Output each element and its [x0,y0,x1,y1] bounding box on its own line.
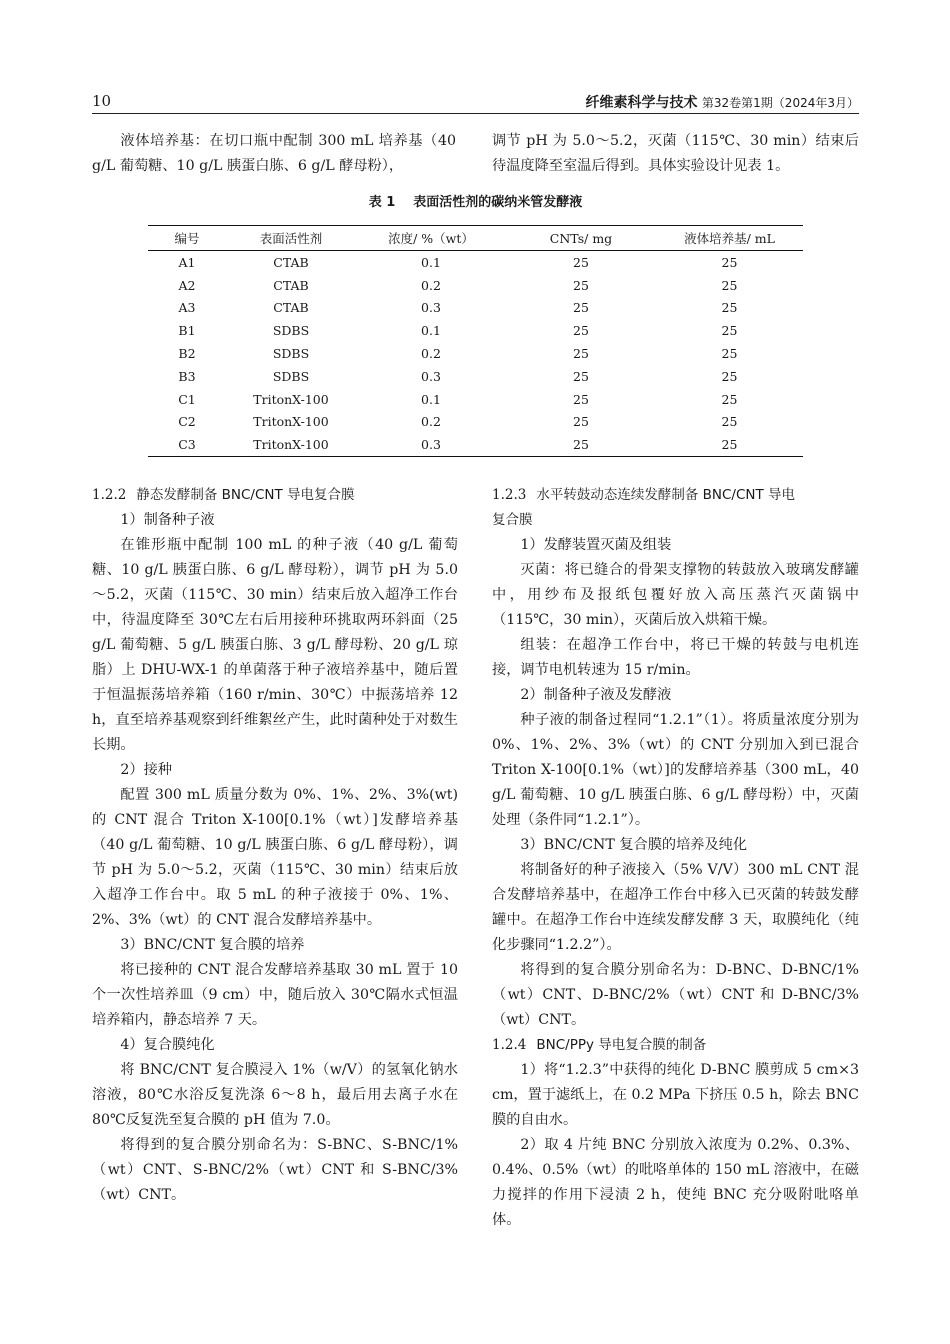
table-cell: C2 [178,414,196,430]
table-cell: 25 [656,433,803,456]
table-cell: 0.3 [421,368,441,384]
right-column [492,483,859,1233]
table-cell: 25 [721,414,738,430]
table-cell: A3 [178,300,196,316]
subheading: 4）复合膜纯化 [120,1037,215,1053]
subheading: 1）发酵装置灭菌及组装 [520,537,672,553]
table-cell: B3 [178,368,196,384]
section-heading [492,483,859,508]
journal-citation [585,92,859,112]
table-cell: B1 [178,323,196,339]
table-row [148,297,803,320]
table-row [148,274,803,297]
paragraph: 组装：在超净工作台中，将已干燥的转鼓与电机连接，调节电机转速为 15 r/min。 [492,637,859,678]
top-right-column [492,129,859,179]
paragraph: 将制备好的种子液接入（5% V/V）300 mL CNT 混合发酵培养基中，在超净工作台中移入已灭菌的转鼓发酵罐中。在超净工作台中连续发酵发酵 3 天，取膜纯化（纯化步骤同“1.2.2”）。 [492,862,859,953]
table-cell: 25 [573,368,589,384]
table-cell: 0.1 [421,254,441,270]
paragraph: 灭菌：将已缝合的骨架支撑物的转鼓放入玻璃发酵罐中，用纱布及报纸包覆好放入高压蒸汽灭菌锅中（115℃，30 min），灭菌后放入烘箱干燥。 [492,562,859,628]
page-number: 10 [92,92,112,110]
data-table [148,225,803,457]
table-cell: 25 [573,277,589,293]
section-number: 1.2.2 [92,487,127,503]
subheading: 3）BNC/CNT 复合膜的培养及纯化 [520,837,748,853]
paragraph: 配置 300 mL 质量分数为 0%、1%、2%、3%(wt) 的 CNT 混合 Triton X-100[0.1%（wt）]发酵培养基（40 g/L 葡萄糖、10 g/L 胰蛋白胨、6 g/L 酵母粉），调节 pH 为 5.0～5.2，灭菌（115℃、30 min）结束后放入超净工作台中。取 5 mL 的种子液接于 0%、1%、2%、3%（wt）的 CNT 混合发酵培养基中。 [92,787,458,928]
subheading: 3）BNC/CNT 复合膜的培养 [120,937,305,953]
table-caption [92,191,859,210]
table-cell: 25 [721,346,738,362]
table-cell: C1 [178,391,196,407]
table-cell: 25 [721,277,738,293]
section-number: 1.2.4 [492,1037,527,1053]
table-cell: 25 [721,368,738,384]
subheading: 2）接种 [120,762,172,778]
table-row [148,319,803,342]
header-rule [92,113,859,114]
subheading: 1）制备种子液 [120,512,215,528]
table-cell: 0.1 [421,391,441,407]
paragraph: 调节 pH 为 5.0～5.2，灭菌（115℃、30 min）结束后待温度降至室温后得到。具体实验设计见表 1。 [492,133,859,174]
table-row [148,388,803,411]
journal-name: 纤维素科学与技术 [585,95,698,111]
table-cell: 25 [721,300,738,316]
table-row [148,411,803,434]
table-row [148,433,803,456]
table-cell: TritonX-100 [253,391,329,407]
table-cell: 25 [506,433,656,456]
section-heading [92,483,458,508]
top-left-column [92,129,456,179]
table-cell: 25 [573,300,589,316]
paragraph: 将已接种的 CNT 混合发酵培养基取 30 mL 置于 10 个一次性培养皿（9 cm）中，随后放入 30℃隔水式恒温培养箱内，静态培养 7 天。 [92,962,458,1028]
paragraph: 将得到的复合膜分别命名为：S-BNC、S-BNC/1%（wt）CNT、S-BNC/2%（wt）CNT 和 S-BNC/3%（wt）CNT。 [92,1137,458,1203]
column-header: 液体培养基/ mL [656,226,803,251]
table-cell: CTAB [273,300,309,316]
table-cell: CTAB [273,277,309,293]
table-row [148,365,803,388]
table-cell: 0.2 [421,277,441,293]
table-cell: 25 [573,391,589,407]
table-cell: 0.3 [421,300,441,316]
paragraph: 将 BNC/CNT 复合膜浸入 1%（w/V）的氢氧化钠水溶液，80℃水浴反复洗涤 6～8 h，最后用去离子水在 80℃反复洗至复合膜的 pH 值为 7.0。 [92,1062,458,1128]
table-title: 表面活性剂的碳纳米管发酵液 [413,195,583,210]
table-cell: A2 [178,277,196,293]
table-cell: 25 [573,346,589,362]
paragraph: 液体培养基：在切口瓶中配制 300 mL 培养基（40 g/L 葡萄糖、10 g/L 胰蛋白胨、6 g/L 酵母粉）， [92,133,456,174]
section-title: 静态发酵制备 BNC/CNT 导电复合膜 [136,487,355,503]
left-column [92,483,458,1208]
column-header: CNTs/ mg [506,226,656,251]
section-title: 水平转鼓动态连续发酵制备 BNC/CNT 导电 [536,487,796,503]
paragraph: 2）取 4 片纯 BNC 分别放入浓度为 0.2%、0.3%、0.4%、0.5%（wt）的吡咯单体的 150 mL 溶液中，在磁力搅拌的作用下浸渍 2 h，使纯 BNC 充分吸附吡咯单体。 [492,1137,859,1228]
paragraph: 种子液的制备过程同“1.2.1”（1）。将质量浓度分别为 0%、1%、2%、3%（wt）的 CNT 分别加入到已混合 Triton X-100[0.1%（wt）]的发酵培养基（300 mL，40 g/L 葡萄糖、10 g/L 胰蛋白胨、6 g/L 酵母粉）中，灭菌处理（条件同“1.2.1”）。 [492,712,859,828]
table-cell: 0.2 [421,346,441,362]
table-cell: 25 [573,254,589,270]
table-cell: 25 [573,414,589,430]
subheading: 2）制备种子液及发酵液 [520,687,672,703]
section-heading [492,1033,859,1058]
table-cell: 0.3 [356,433,506,456]
table-cell: 0.1 [421,323,441,339]
running-header [92,90,859,112]
table-cell: B2 [178,346,196,362]
table-cell: 25 [721,391,738,407]
section-number: 1.2.3 [492,487,527,503]
column-header: 表面活性剂 [226,226,356,251]
table-cell: CTAB [273,254,309,270]
table-row [148,342,803,365]
table-cell: SDBS [272,346,310,362]
table-cell: TritonX-100 [226,433,356,456]
table-cell: 25 [721,323,738,339]
table-cell: 25 [573,323,589,339]
table-cell: SDBS [272,323,310,339]
paragraph: 在锥形瓶中配制 100 mL 的种子液（40 g/L 葡萄糖、10 g/L 胰蛋白胨、6 g/L 酵母粉），调节 pH 为 5.0～5.2，灭菌（115℃、30 min）结束后放入超净工作台中，待温度降至 30℃左右后用接种环挑取两环斜面（25 g/L 葡萄糖、5 g/L 胰蛋白胨、3 g/L 酵母粉、20 g/L 琼脂）上 DHU-WX-1 的单菌落于种子液培养基中，随后置于恒温振荡培养箱（160 r/min、30℃）中振荡培养 12 h，直至培养基观察到纤维絮丝产生，此时菌种处于对数生长期。 [92,537,458,753]
paragraph: 1）将“1.2.3”中获得的纯化 D-BNC 膜剪成 5 cm×3 cm，置于滤纸上，在 0.2 MPa 下挤压 0.5 h，除去 BNC 膜的自由水。 [492,1062,859,1128]
section-heading-continued: 复合膜 [492,512,533,528]
journal-issue: 第32卷第1期（2024年3月） [701,96,859,110]
paragraph: 将得到的复合膜分别命名为：D-BNC、D-BNC/1%（wt）CNT、D-BNC/2%（wt）CNT 和 D-BNC/3%（wt）CNT。 [492,962,859,1028]
column-header: 浓度/ %（wt） [356,226,506,251]
table-cell: 25 [721,254,738,270]
section-title: BNC/PPy 导电复合膜的制备 [536,1037,707,1053]
table-header-row [148,226,803,251]
table-cell: 0.2 [421,414,441,430]
table-cell: SDBS [272,368,310,384]
table-label: 表 1 [368,195,396,210]
table-row [148,251,803,274]
table-cell: C3 [148,433,226,456]
table-cell: A1 [178,254,196,270]
column-header: 编号 [148,226,226,251]
table-cell: TritonX-100 [253,414,329,430]
